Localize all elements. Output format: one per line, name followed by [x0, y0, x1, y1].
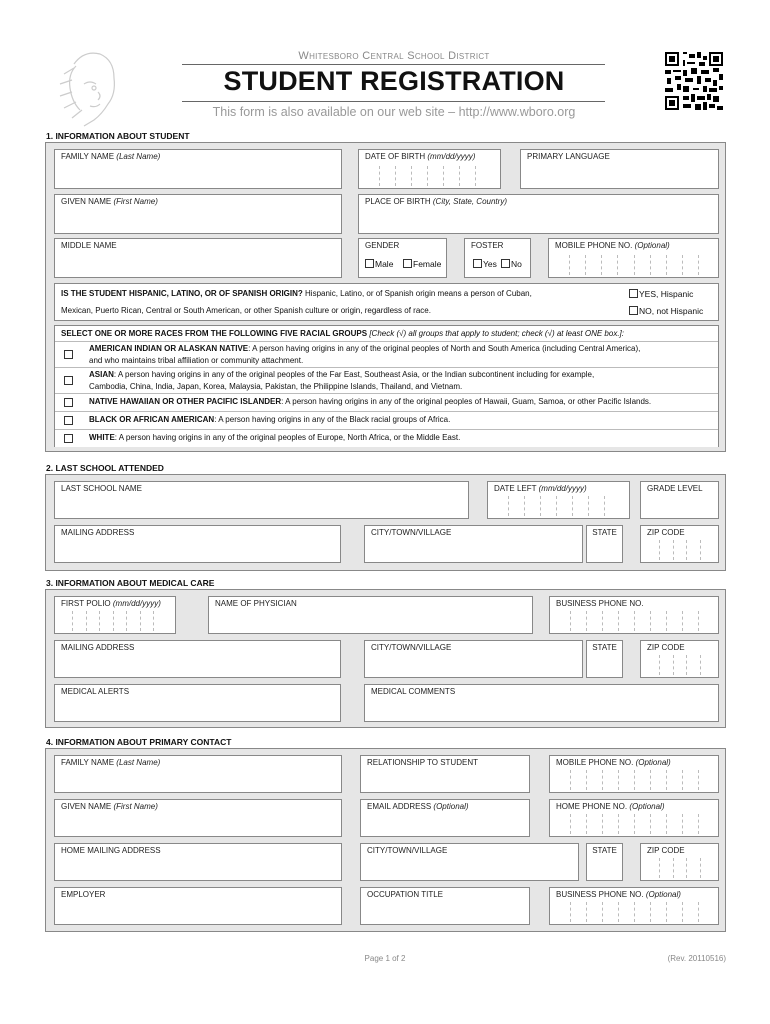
- race-desc-2: Cambodia, China, India, Japan, Korea, Malaysia, Pakistan, the Philippine Islands, Thailand, and Vietnam.: [89, 382, 463, 391]
- header-rule-bottom: [182, 101, 605, 102]
- foster-yes-checkbox[interactable]: [473, 259, 482, 268]
- label: PLACE OF BIRTH: [365, 197, 431, 206]
- label: FAMILY NAME: [61, 758, 115, 767]
- hint: (Optional): [635, 758, 671, 767]
- digit-ticks: [554, 902, 714, 922]
- hispanic-question: IS THE STUDENT HISPANIC, LATINO, OR OF SPANISH ORIGIN? Hispanic, Latino, or of Spanish origin means a person of Cuban,: [61, 289, 532, 298]
- page-number: Page 1 of 2: [364, 954, 406, 963]
- contact-employer-field[interactable]: [54, 887, 342, 925]
- hint: (First Name): [113, 802, 158, 811]
- label: HOME MAILING ADDRESS: [61, 846, 161, 855]
- race-name: BLACK OR AFRICAN AMERICAN: [89, 415, 215, 424]
- race-checkbox[interactable]: [64, 376, 73, 385]
- district-name: Whitesboro Central School District: [298, 50, 490, 62]
- contact-home-mailing-address-field[interactable]: [54, 843, 342, 881]
- physician-name-field[interactable]: [208, 596, 533, 634]
- grade-level-field[interactable]: [640, 481, 719, 519]
- race-row-black[interactable]: [55, 411, 718, 429]
- physician-state-field[interactable]: [586, 640, 623, 678]
- race-checkbox[interactable]: [64, 398, 73, 407]
- student-given-name-field[interactable]: [54, 194, 342, 234]
- race-desc: : A person having origins in any of the Black racial groups of Africa.: [214, 415, 451, 424]
- label: GRADE LEVEL: [647, 484, 703, 493]
- digit-ticks: [554, 770, 714, 790]
- label: STATE: [592, 846, 617, 855]
- school-mailing-address-field[interactable]: [54, 525, 341, 563]
- hint: (Optional): [645, 890, 681, 899]
- hint: (Last Name): [116, 152, 161, 161]
- label: ZIP CODE: [647, 528, 685, 537]
- hint: (City, State, Country): [432, 197, 507, 206]
- race-desc: : A person having origins in any of the original peoples of the Far East, Southeast Asia, or the Indian subcontinent including for example,: [113, 370, 595, 379]
- hispanic-description: Mexican, Puerto Rican, Central or South American, or other Spanish culture or origin, regardless of race.: [61, 306, 431, 315]
- female-checkbox[interactable]: [403, 259, 412, 268]
- label: MIDDLE NAME: [61, 241, 117, 250]
- contact-given-name-field[interactable]: [54, 799, 342, 837]
- contact-mobile-phone-field[interactable]: [549, 755, 719, 793]
- no-hispanic-label: NO, not Hispanic: [639, 306, 704, 316]
- contact-zip-field[interactable]: [640, 843, 719, 881]
- label: HOME PHONE NO.: [556, 802, 628, 811]
- race-checkbox[interactable]: [64, 416, 73, 425]
- contact-home-phone-field[interactable]: [549, 799, 719, 837]
- digit-ticks: [363, 166, 496, 186]
- label: LAST SCHOOL NAME: [61, 484, 142, 493]
- section4-panel: [45, 748, 726, 932]
- contact-city-field[interactable]: [360, 843, 579, 881]
- label: NAME OF PHYSICIAN: [215, 599, 297, 608]
- physician-zip-field[interactable]: [640, 640, 719, 678]
- qr-code-icon: [665, 52, 723, 110]
- student-middle-name-field[interactable]: [54, 238, 342, 278]
- form-subtitle: This form is also available on our web site – http://www.wboro.org: [212, 105, 576, 119]
- form-title: STUDENT REGISTRATION: [223, 66, 565, 96]
- gender-field: [358, 238, 447, 278]
- student-mobile-phone-field[interactable]: [548, 238, 719, 278]
- hint: (mm/dd/yyyy): [427, 152, 476, 161]
- hint: (Optional): [634, 241, 670, 250]
- no-label: No: [511, 259, 522, 269]
- female-label: Female: [413, 259, 442, 269]
- digit-ticks: [645, 858, 714, 878]
- section3-panel: [45, 589, 726, 728]
- school-state-field[interactable]: [586, 525, 623, 563]
- primary-language-field[interactable]: [520, 149, 719, 189]
- physician-mailing-address-field[interactable]: [54, 640, 341, 678]
- digit-ticks: [553, 255, 714, 275]
- race-desc: : A person having origins in any of the original peoples of North and South America (including Central America),: [248, 344, 641, 353]
- label: BUSINESS PHONE NO.: [556, 890, 644, 899]
- race-name: NATIVE HAWAIIAN OR OTHER PACIFIC ISLANDER: [89, 397, 282, 406]
- header-rule-top: [182, 64, 605, 65]
- contact-occupation-field[interactable]: [360, 887, 530, 925]
- gender-male-option[interactable]: [365, 259, 393, 269]
- hispanic-no-option[interactable]: [629, 306, 703, 316]
- male-label: Male: [375, 259, 394, 269]
- race-desc: : A person having origins in any of the original peoples of Hawaii, Guam, Samoa, or other Pacific Islands.: [281, 397, 652, 406]
- physician-city-field[interactable]: [364, 640, 583, 678]
- hispanic-question-box: [54, 283, 719, 321]
- hispanic-yes-option[interactable]: [629, 289, 693, 299]
- label: EMAIL ADDRESS: [367, 802, 432, 811]
- label: OCCUPATION TITLE: [367, 890, 444, 899]
- district-logo-icon: [54, 44, 124, 130]
- label: EMPLOYER: [61, 890, 106, 899]
- race-row-white[interactable]: [55, 429, 718, 447]
- section1-panel: [45, 142, 726, 452]
- label: BUSINESS PHONE NO.: [556, 599, 644, 608]
- hint: (Last Name): [116, 758, 161, 767]
- race-desc-2: and who maintains tribal affiliation or community attachment.: [89, 356, 304, 365]
- digit-ticks: [645, 655, 714, 675]
- school-city-field[interactable]: [364, 525, 583, 563]
- section4-title: 4. INFORMATION ABOUT PRIMARY CONTACT: [46, 737, 232, 747]
- label: GIVEN NAME: [61, 197, 112, 206]
- race-checkbox[interactable]: [64, 350, 73, 359]
- hint: (mm/dd/yyyy): [112, 599, 161, 608]
- label: CITY/TOWN/VILLAGE: [371, 643, 452, 652]
- school-zip-field[interactable]: [640, 525, 719, 563]
- race-header: SELECT ONE OR MORE RACES FROM THE FOLLOWING FIVE RACIAL GROUPS [Check (√) all groups that apply to student; check (√) at least ONE box.]:: [61, 329, 624, 338]
- label: ZIP CODE: [647, 643, 685, 652]
- hispanic-yes-checkbox[interactable]: [629, 289, 638, 298]
- hint: (First Name): [113, 197, 158, 206]
- revision-label: (Rev. 20110516): [667, 954, 726, 963]
- label: DATE OF BIRTH: [365, 152, 426, 161]
- race-selection-box: [54, 325, 719, 447]
- contact-business-phone-field[interactable]: [549, 887, 719, 925]
- label: ZIP CODE: [647, 846, 685, 855]
- label: MAILING ADDRESS: [61, 528, 135, 537]
- student-family-name-field[interactable]: [54, 149, 342, 189]
- race-checkbox[interactable]: [64, 434, 73, 443]
- race-row-asian[interactable]: [55, 367, 718, 393]
- place-of-birth-field[interactable]: [358, 194, 719, 234]
- student-dob-field[interactable]: [358, 149, 501, 189]
- last-school-name-field[interactable]: [54, 481, 469, 519]
- section1-title: 1. INFORMATION ABOUT STUDENT: [46, 131, 190, 141]
- yes-hispanic-label: YES, Hispanic: [639, 289, 694, 299]
- label: CITY/TOWN/VILLAGE: [367, 846, 448, 855]
- hint: (Optional): [629, 802, 665, 811]
- label: PRIMARY LANGUAGE: [527, 152, 610, 161]
- digit-ticks: [492, 496, 625, 516]
- section2-panel: [45, 474, 726, 571]
- label: GIVEN NAME: [61, 802, 112, 811]
- digit-ticks: [645, 540, 714, 560]
- digit-ticks: [554, 814, 714, 834]
- first-polio-field[interactable]: [54, 596, 176, 634]
- date-left-field[interactable]: [487, 481, 630, 519]
- medical-alerts-field[interactable]: [54, 684, 341, 722]
- foster-no-checkbox[interactable]: [501, 259, 510, 268]
- race-name: ASIAN: [89, 370, 114, 379]
- section3-title: 3. INFORMATION ABOUT MEDICAL CARE: [46, 578, 215, 588]
- male-checkbox[interactable]: [365, 259, 374, 268]
- digit-ticks: [554, 611, 714, 631]
- medical-comments-field[interactable]: [364, 684, 719, 722]
- label: MOBILE PHONE NO.: [556, 758, 634, 767]
- label: CITY/TOWN/VILLAGE: [371, 528, 452, 537]
- section2-title: 2. LAST SCHOOL ATTENDED: [46, 463, 164, 473]
- contact-state-field[interactable]: [586, 843, 623, 881]
- yes-label: Yes: [483, 259, 497, 269]
- label: MAILING ADDRESS: [61, 643, 135, 652]
- foster-yes-option[interactable]: [473, 259, 497, 269]
- race-row-native-hawaiian[interactable]: [55, 393, 718, 411]
- label: FIRST POLIO: [61, 599, 111, 608]
- race-name: WHITE: [89, 433, 115, 442]
- label: RELATIONSHIP TO STUDENT: [367, 758, 478, 767]
- hint: (mm/dd/yyyy): [538, 484, 587, 493]
- digit-ticks: [59, 611, 171, 631]
- relationship-field[interactable]: [360, 755, 530, 793]
- label: FAMILY NAME: [61, 152, 115, 161]
- contact-email-field[interactable]: [360, 799, 530, 837]
- label: STATE: [592, 643, 617, 652]
- contact-family-name-field[interactable]: [54, 755, 342, 793]
- label: GENDER: [365, 241, 400, 250]
- gender-female-option[interactable]: [403, 259, 441, 269]
- foster-no-option[interactable]: [501, 259, 522, 269]
- foster-field: [464, 238, 531, 278]
- label: MEDICAL ALERTS: [61, 687, 130, 696]
- label: STATE: [592, 528, 617, 537]
- race-row-american-indian[interactable]: [55, 341, 718, 367]
- hint: (Optional): [433, 802, 469, 811]
- race-name: AMERICAN INDIAN OR ALASKAN NATIVE: [89, 344, 249, 353]
- race-desc: : A person having origins in any of the original peoples of Europe, North Africa, or the Middle East.: [114, 433, 461, 442]
- label: MOBILE PHONE NO.: [555, 241, 633, 250]
- label: DATE LEFT: [494, 484, 537, 493]
- physician-business-phone-field[interactable]: [549, 596, 719, 634]
- hispanic-no-checkbox[interactable]: [629, 306, 638, 315]
- label: FOSTER: [471, 241, 504, 250]
- label: MEDICAL COMMENTS: [371, 687, 456, 696]
